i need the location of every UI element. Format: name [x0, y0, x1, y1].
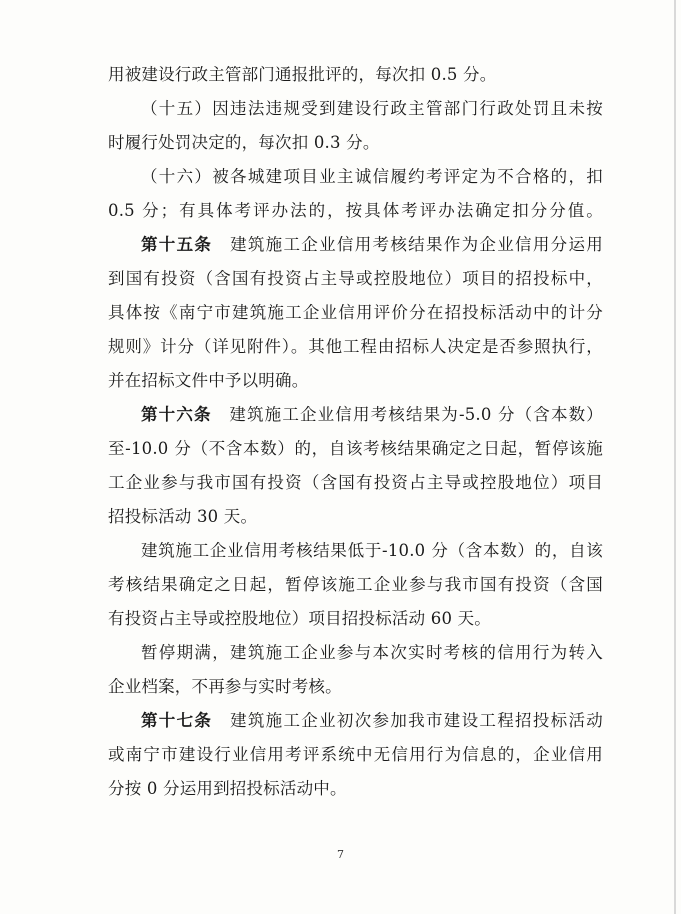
line-text: （十六）被各城建项目业主诚信履约考评定为不合格的，扣: [141, 167, 603, 186]
line-text: 0.5 分；有具体考评办法的，按具体考评办法确定扣分分值。: [108, 201, 603, 220]
line-text: 分按 0 分运用到招投标活动中。: [108, 779, 347, 798]
text-line: [108, 126, 603, 160]
line-text: 建筑施工企业信用考核结果为-5.0 分（含本数）: [229, 405, 603, 424]
text-line: [108, 738, 603, 772]
article-number: 第十七条: [141, 711, 213, 730]
line-text: 到国有投资（含国有投资占主导或控股地位）项目的招投标中，: [108, 269, 603, 288]
text-line: [108, 58, 603, 92]
line-text: 建筑施工企业信用考核结果作为企业信用分运用: [230, 235, 603, 254]
text-line: [108, 534, 603, 568]
line-text: 并在招标文件中予以明确。: [108, 371, 309, 390]
line-text: 考核结果确定之日起，暂停该施工企业参与我市国有投资（含国: [108, 575, 603, 594]
text-line: [108, 636, 603, 670]
text-line: [108, 466, 603, 500]
text-line: [108, 228, 603, 262]
line-text: （十五）因违法违规受到建设行政主管部门行政处罚且未按: [141, 99, 603, 118]
line-text: 招投标活动 30 天。: [108, 507, 258, 526]
text-line: [108, 670, 603, 704]
article-number: 第十六条: [141, 405, 212, 424]
text-line: [108, 704, 603, 738]
line-text: 企业档案，不再参与实时考核。: [108, 677, 342, 696]
line-text: 或南宁市建设行业信用考评系统中无信用行为信息的，企业信用: [108, 745, 603, 764]
text-line: [108, 602, 603, 636]
line-text: 工企业参与我市国有投资（含国有投资占主导或控股地位）项目: [108, 473, 603, 492]
article-number: 第十五条: [141, 235, 213, 254]
text-line: [108, 92, 603, 126]
text-line: [108, 330, 603, 364]
text-line: [108, 568, 603, 602]
document-body: [108, 58, 603, 806]
text-line: [108, 194, 603, 228]
line-text: 建筑施工企业初次参加我市建设工程招投标活动: [230, 711, 603, 730]
line-text: 用被建设行政主管部门通报批评的，每次扣 0.5 分。: [108, 65, 497, 84]
text-line: [108, 500, 603, 534]
text-line: [108, 432, 603, 466]
text-line: [108, 364, 603, 398]
text-line: [108, 398, 603, 432]
text-line: [108, 160, 603, 194]
line-text: 规则》计分（详见附件）。其他工程由招标人决定是否参照执行，: [108, 337, 603, 356]
line-text: 有投资占主导或控股地位）项目招投标活动 60 天。: [108, 609, 491, 628]
text-line: [108, 262, 603, 296]
line-text: 具体按《南宁市建筑施工企业信用评价分在招投标活动中的计分: [108, 303, 603, 322]
text-line: [108, 772, 603, 806]
line-text: 建筑施工企业信用考核结果低于-10.0 分（含本数）的，自该: [141, 541, 603, 560]
line-text: 时履行处罚决定的，每次扣 0.3 分。: [108, 133, 380, 152]
line-text: 暂停期满，建筑施工企业参与本次实时考核的信用行为转入: [141, 643, 603, 662]
text-line: [108, 296, 603, 330]
page-number: 7: [337, 848, 344, 861]
line-text: 至-10.0 分（不含本数）的，自该考核结果确定之日起，暂停该施: [108, 439, 603, 458]
